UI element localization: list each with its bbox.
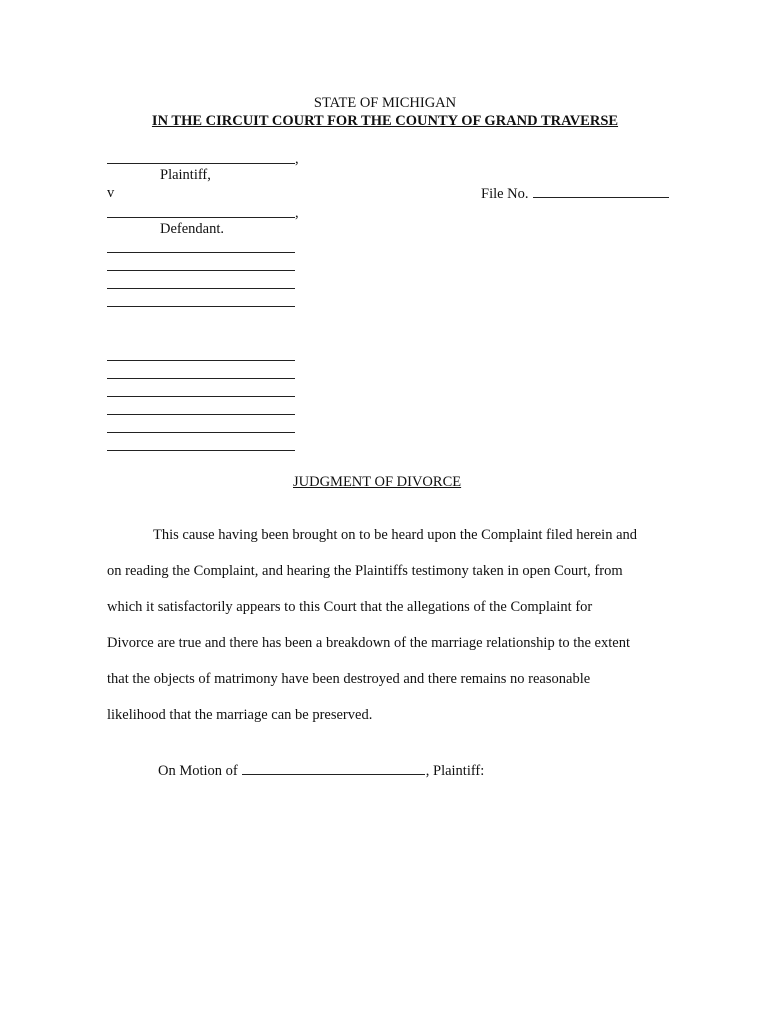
- motion-party-line[interactable]: [242, 761, 425, 775]
- plaintiff-label: Plaintiff,: [160, 167, 211, 183]
- plaintiff-comma: ,: [295, 151, 299, 167]
- defendant-name-line[interactable]: [107, 217, 295, 218]
- address-line[interactable]: [107, 270, 295, 271]
- address-line[interactable]: [107, 306, 295, 307]
- defendant-label: Defendant.: [160, 221, 225, 237]
- body-line: likelihood that the marriage can be preserved.: [107, 707, 373, 723]
- body-line: This cause having been brought on to be heard upon the Complaint filed herein and: [153, 527, 638, 543]
- attorney-line[interactable]: [107, 414, 295, 415]
- address-line[interactable]: [107, 288, 295, 289]
- body-line: Divorce are true and there has been a breakdown of the marriage relationship to the extent: [107, 635, 630, 651]
- attorney-line[interactable]: [107, 378, 295, 379]
- state-heading: STATE OF MICHIGAN: [313, 95, 457, 111]
- body-line: which it satisfactorily appears to this Court that the allegations of the Complaint for: [107, 599, 593, 615]
- versus-label: v: [107, 185, 115, 201]
- file-number: [481, 184, 669, 203]
- body-paragraph: [107, 517, 667, 733]
- document-title: JUDGMENT OF DIVORCE: [293, 474, 462, 490]
- motion-suffix: , Plaintiff:: [425, 763, 485, 779]
- body-line: on reading the Complaint, and hearing the Plaintiffs testimony taken in open Court, from: [107, 563, 623, 579]
- attorney-line[interactable]: [107, 450, 295, 451]
- file-no-label: File No.: [481, 186, 529, 202]
- body-line: that the objects of matrimony have been destroyed and there remains no reasonable: [107, 671, 591, 687]
- motion-prefix: On Motion of: [158, 763, 238, 779]
- attorney-line[interactable]: [107, 396, 295, 397]
- address-line[interactable]: [107, 252, 295, 253]
- plaintiff-name-line[interactable]: [107, 163, 295, 164]
- attorney-line[interactable]: [107, 360, 295, 361]
- attorney-line[interactable]: [107, 432, 295, 433]
- defendant-comma: ,: [295, 205, 299, 221]
- motion-line: [158, 761, 484, 780]
- file-no-line[interactable]: [533, 184, 669, 198]
- court-heading: IN THE CIRCUIT COURT FOR THE COUNTY OF GRAND TRAVERSE: [151, 113, 619, 129]
